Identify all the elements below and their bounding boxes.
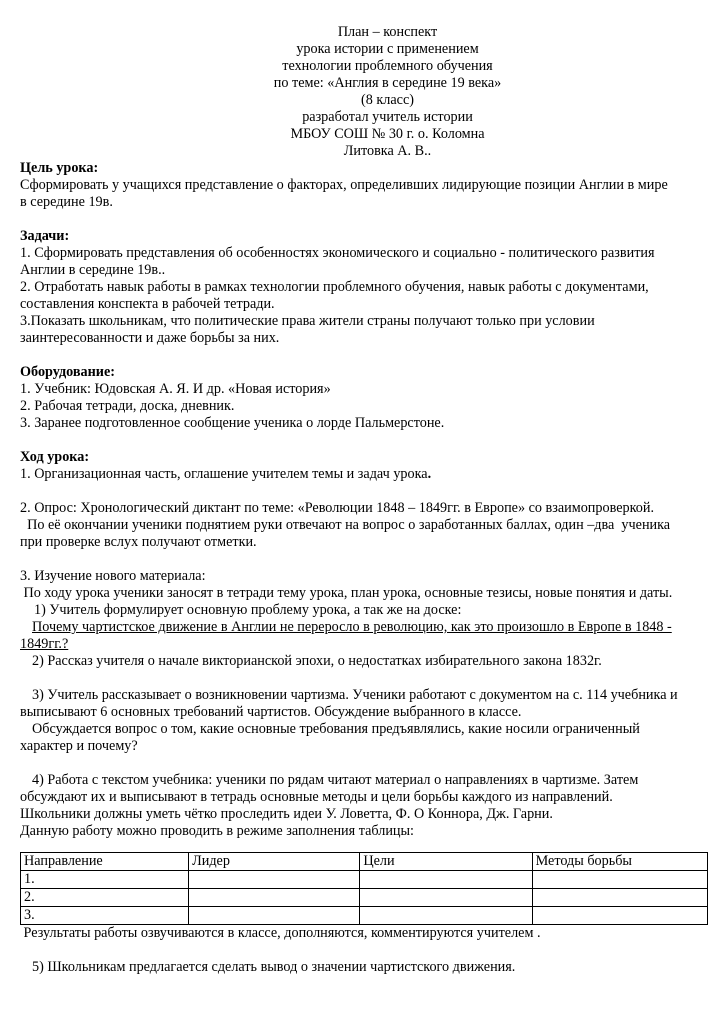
equipment-section [20,364,705,432]
table-cell [189,871,360,889]
step-4-line: Школьники должны уметь чётко проследить идеи У. Ловетта, Ф. О Коннора, Дж. Гарни. [20,806,553,822]
results-line: Результаты работы озвучиваются в классе, дополняются, комментируются учителем . [20,925,541,941]
header-line: по теме: «Англия в середине 19 века» [273,75,502,91]
equipment-line: 3. Заранее подготовленное сообщение ученика о лорде Пальмерстоне. [20,415,445,431]
course-item-2-line: 2. Опрос: Хронологический диктант по теме: «Революции 1848 – 1849гг. в Европе» со взаимопроверкой. [20,500,654,516]
step-4-line: 4) Работа с текстом учебника: ученики по рядам читают материал о направлениях в чартизме. Затем [32,772,639,788]
step-4-line: Данную работу можно проводить в режиме заполнения таблицы: [20,823,414,839]
table-row [21,889,708,907]
table-row [21,871,708,889]
goal-text-line: Сформировать у учащихся представление о факторах, определивших лидирующие позиции Англии в мире [20,177,668,193]
tasks-line: Англии в середине 19в.. [20,262,166,278]
header-line: урока истории с применением [296,41,479,57]
table-header-cell: Методы борьбы [532,853,707,871]
tasks-line: 1. Сформировать представления об особенностях экономического и социально - политического развития [20,245,655,261]
step-4-line: обсуждают их и выписывают в тетрадь основные методы и цели борьбы каждого из направлений. [20,789,613,805]
tasks-line: 2. Отработать навык работы в рамках технологии проблемного обучения, навык работы с документами, [20,279,649,295]
header-line: разработал учитель истории [302,109,473,125]
table-cell [360,889,532,907]
step-3-line: выписывают 6 основных требований чартистов. Обсуждение выбранного в классе. [20,704,522,720]
course-item-2-line: при проверке вслух получают отметки. [20,534,257,550]
header-line: технологии проблемного обучения [282,58,493,74]
document-header [20,24,705,160]
table-header-cell: Лидер [189,853,360,871]
course-section [20,449,705,976]
table-cell [189,889,360,907]
table-cell [360,871,532,889]
problem-question-line: 1849гг.? [20,636,69,652]
table-header-cell: Цели [360,853,532,871]
step-3-line: Обсуждается вопрос о том, какие основные требования предъявлялись, какие носили ограниченный [32,721,640,737]
course-title: Ход урока: [20,449,90,465]
chartism-directions-table [20,852,708,925]
tasks-section [20,228,705,347]
table-cell [532,871,707,889]
course-item-3-title: 3. Изучение нового материала: [20,568,206,584]
course-item-1: 1. Организационная часть, оглашение учителем темы и задач урока. [20,466,432,482]
tasks-line: заинтересованности и даже борьбы за них. [20,330,280,346]
table-cell [189,907,360,925]
problem-question-line: Почему чартистское движение в Англии не переросло в революцию, как это произошло в Европе в 1848 - [32,619,672,635]
course-item-3-intro: По ходу урока ученики заносят в тетради тему урока, план урока, основные тезисы, новые понятия и даты. [20,585,673,601]
table-cell [532,907,707,925]
tasks-line: составления конспекта в рабочей тетради. [20,296,275,312]
course-item-2-line: По её окончании ученики поднятием руки отвечают на вопрос о заработанных баллах, один –два ученика [20,517,671,533]
table-cell [360,907,532,925]
step-3-line: 3) Учитель рассказывает о возникновении чартизма. Ученики работают с документом на с. 114 учебника и [32,687,678,703]
equipment-line: 2. Рабочая тетради, доска, дневник. [20,398,235,414]
goal-text-line: в середине 19в. [20,194,113,210]
table-cell: 1. [21,871,189,889]
step-3-line: характер и почему? [20,738,138,754]
table-header-cell: Направление [21,853,189,871]
header-line: МБОУ СОШ № 30 г. о. Коломна [290,126,485,142]
document-page [20,24,705,976]
header-line: (8 класс) [361,92,414,108]
table-cell: 2. [21,889,189,907]
step-2: 2) Рассказ учителя о начале викторианской эпохи, о недостатках избирательного закона 1832г. [32,653,602,669]
equipment-title: Оборудование: [20,364,115,380]
table-row [21,907,708,925]
table-header-row [21,853,708,871]
goal-section [20,160,705,211]
tasks-line: 3.Показать школьникам, что политические права жители страны получают только при условии [20,313,595,329]
table-cell: 3. [21,907,189,925]
goal-title: Цель урока: [20,160,99,176]
equipment-line: 1. Учебник: Юдовская А. Я. И др. «Новая история» [20,381,331,397]
step-1: 1) Учитель формулирует основную проблему урока, а так же на доске: [34,602,462,618]
table-cell [532,889,707,907]
header-line: План – конспект [337,24,438,40]
step-5: 5) Школьникам предлагается сделать вывод о значении чартистского движения. [32,959,516,975]
tasks-title: Задачи: [20,228,70,244]
header-line: Литовка А. В.. [343,143,432,159]
